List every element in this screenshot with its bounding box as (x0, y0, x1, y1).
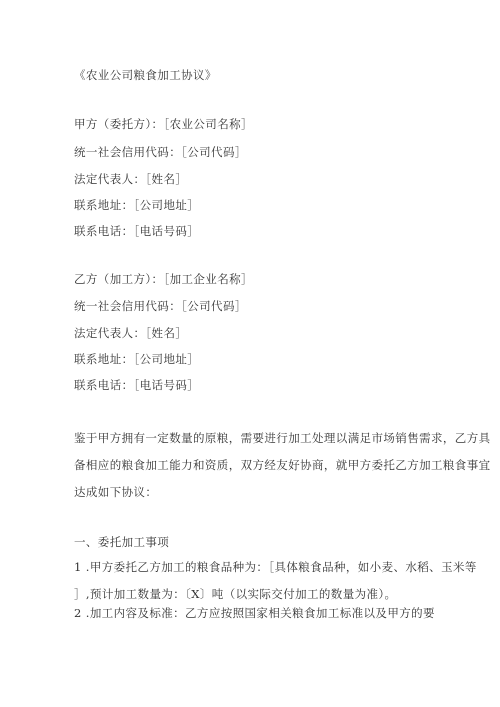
section-1-item: 2 .加工内容及标准：乙方应按照国家相关粮食加工标准以及甲方的要 (74, 606, 435, 620)
party-a-legal-rep: 法定代表人：［姓名］ (74, 172, 188, 186)
section-1-item: ］,预计加工数量为：〔X〕吨（以实际交付加工的数量为准）。 (74, 587, 397, 601)
party-b-heading: 乙方（加工方）：［加工企业名称］ (74, 272, 253, 286)
party-a-heading: 甲方（委托方）：［农业公司名称］ (74, 117, 253, 131)
party-b-legal-rep: 法定代表人：［姓名］ (74, 326, 188, 340)
preamble-line: 达成如下协议： (74, 485, 158, 499)
preamble-line: 备相应的粮食加工能力和资质，双方经友好协商，就甲方委托乙方加工粮食事宜 (74, 458, 491, 472)
party-b-address: 联系地址：［公司地址］ (74, 352, 200, 366)
party-b-phone: 联系电话：［电话号码］ (74, 378, 200, 392)
party-a-address: 联系地址：［公司地址］ (74, 198, 200, 212)
section-1-heading: 一、委托加工事项 (74, 535, 170, 549)
document-title: 《农业公司粮食加工协议》 (74, 68, 217, 82)
party-a-credit-code: 统一社会信用代码：［公司代码］ (74, 145, 247, 159)
party-b-credit-code: 统一社会信用代码：［公司代码］ (74, 299, 247, 313)
party-a-phone: 联系电话：［电话号码］ (74, 224, 200, 238)
section-1-item: 1 .甲方委托乙方加工的粮食品种为：［具体粮食品种，如小麦、水稻、玉米等 (74, 560, 477, 574)
preamble-line: 鉴于甲方拥有一定数量的原粮，需要进行加工处理以满足市场销售需求，乙方具 (74, 431, 491, 445)
